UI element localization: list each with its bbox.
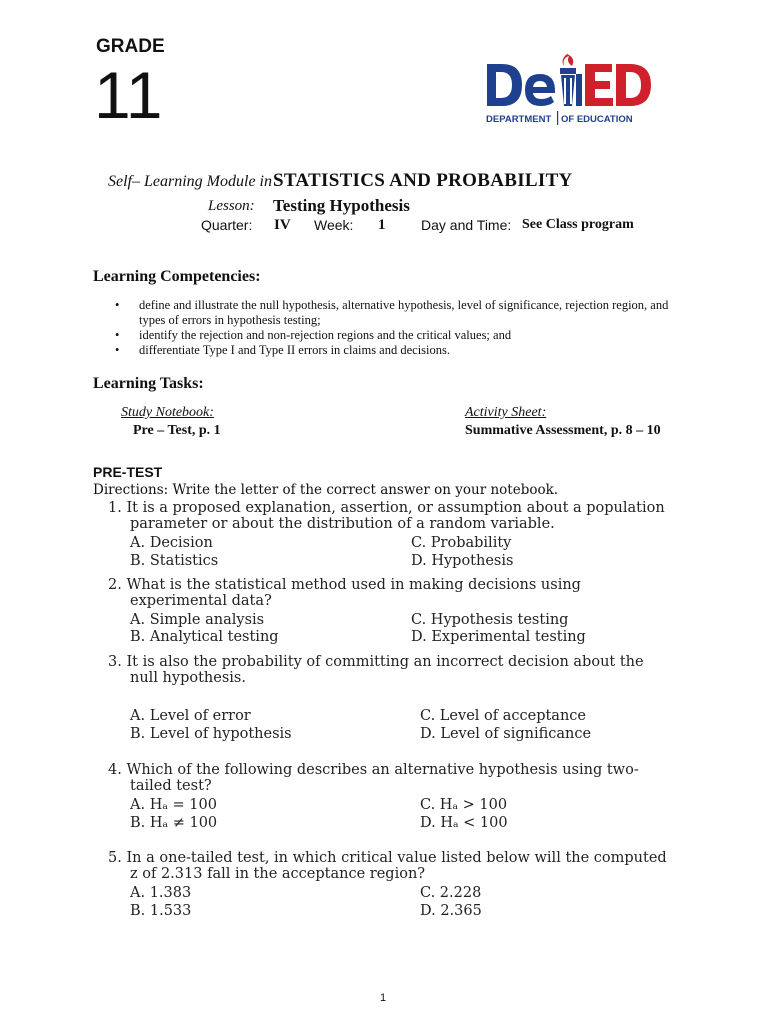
logo-letter-e — [525, 74, 555, 106]
option-a: A. Simple analysis — [130, 612, 265, 628]
option-c: C. Hₐ > 100 — [420, 797, 508, 813]
competencies-heading: Learning Competencies: — [93, 268, 261, 285]
logo-tagline-right: OF EDUCATION — [561, 114, 633, 125]
activity-sheet-value: Summative Assessment, p. 8 – 10 — [465, 423, 661, 438]
option-c: C. Hypothesis testing — [411, 612, 569, 628]
competency-text: identify the rejection and non-rejection regions and the critical values; and — [139, 328, 512, 342]
lesson-label: Lesson: — [208, 198, 255, 214]
competency-text: differentiate Type I and Type II errors in claims and decisions. — [139, 343, 450, 357]
question-text: z of 2.313 fall in the acceptance region? — [130, 866, 426, 882]
option-a: A. Decision — [130, 535, 213, 551]
quarter-label: Quarter: — [201, 217, 253, 233]
option-c: C. Level of acceptance — [420, 708, 586, 724]
deped-logo-graphic — [484, 44, 654, 130]
activity-sheet-label: Activity Sheet: — [465, 405, 547, 420]
option-c: C. 2.228 — [420, 885, 482, 901]
question-text: tailed test? — [130, 778, 212, 794]
lesson-value: Testing Hypothesis — [273, 196, 410, 215]
list-item — [115, 298, 685, 328]
question-text: 2. What is the statistical method used in making decisions using — [108, 577, 581, 593]
question-2 — [108, 577, 581, 609]
pretest-title: PRE-TEST — [93, 464, 163, 480]
quarter-value: IV — [274, 217, 291, 233]
question-4 — [108, 762, 639, 794]
list-item — [115, 328, 685, 343]
grade-label: GRADE — [96, 36, 165, 57]
bullet-icon — [115, 298, 119, 313]
grade-number: 11 — [94, 58, 163, 132]
option-b: B. Level of hypothesis — [130, 726, 292, 742]
day-time-label: Day and Time: — [421, 217, 512, 233]
option-b: B. 1.533 — [130, 903, 192, 919]
question-text: parameter or about the distribution of a random variable. — [130, 516, 555, 532]
option-a: A. 1.383 — [130, 885, 192, 901]
bullet-icon — [115, 328, 119, 343]
option-d: D. Experimental testing — [411, 629, 586, 645]
study-notebook-value: Pre – Test, p. 1 — [133, 423, 221, 438]
day-time-value: See Class program — [522, 217, 634, 232]
option-d: D. Level of significance — [420, 726, 592, 742]
question-text: 4. Which of the following describes an alternative hypothesis using two- — [108, 762, 639, 778]
question-text: 5. In a one-tailed test, in which critical value listed below will the computed — [108, 850, 667, 866]
question-5 — [108, 850, 667, 882]
option-b: B. Analytical testing — [130, 629, 279, 645]
tasks-heading: Learning Tasks: — [93, 375, 204, 392]
logo-tagline-left: DEPARTMENT — [486, 114, 552, 125]
deped-logo — [484, 44, 654, 130]
option-b: B. Hₐ ≠ 100 — [130, 815, 218, 831]
logo-letter-d — [487, 64, 522, 106]
torch-icon — [560, 54, 582, 106]
question-3 — [108, 654, 644, 686]
option-c: C. Probability — [411, 535, 512, 551]
option-d: D. Hypothesis — [411, 553, 514, 569]
pretest-directions: Directions: Write the letter of the correct answer on your notebook. — [93, 482, 559, 498]
page-number: 1 — [380, 992, 387, 1004]
logo-letter-D-red — [616, 64, 651, 106]
list-item — [115, 343, 685, 358]
option-a: A. Level of error — [130, 708, 251, 724]
week-label: Week: — [314, 217, 354, 233]
competency-text: define and illustrate the null hypothesis, alternative hypothesis, level of significance, rejection region, and types of errors in hypothesis testing; — [139, 298, 669, 327]
module-subject: STATISTICS AND PROBABILITY — [273, 170, 573, 191]
study-notebook-label: Study Notebook: — [121, 405, 214, 420]
bullet-icon — [115, 343, 119, 358]
logo-letter-E — [585, 64, 613, 106]
module-prefix: Self– Learning Module in — [108, 173, 272, 190]
option-b: B. Statistics — [130, 553, 219, 569]
question-text: 1. It is a proposed explanation, assertion, or assumption about a population — [108, 500, 665, 516]
option-d: D. 2.365 — [420, 903, 482, 919]
question-text: experimental data? — [130, 593, 272, 609]
question-text: 3. It is also the probability of committing an incorrect decision about the — [108, 654, 644, 670]
competencies-list — [115, 298, 685, 358]
week-value: 1 — [378, 217, 386, 233]
option-a: A. Hₐ = 100 — [130, 797, 217, 813]
question-text: null hypothesis. — [130, 670, 246, 686]
question-1 — [108, 500, 665, 532]
option-d: D. Hₐ < 100 — [420, 815, 508, 831]
